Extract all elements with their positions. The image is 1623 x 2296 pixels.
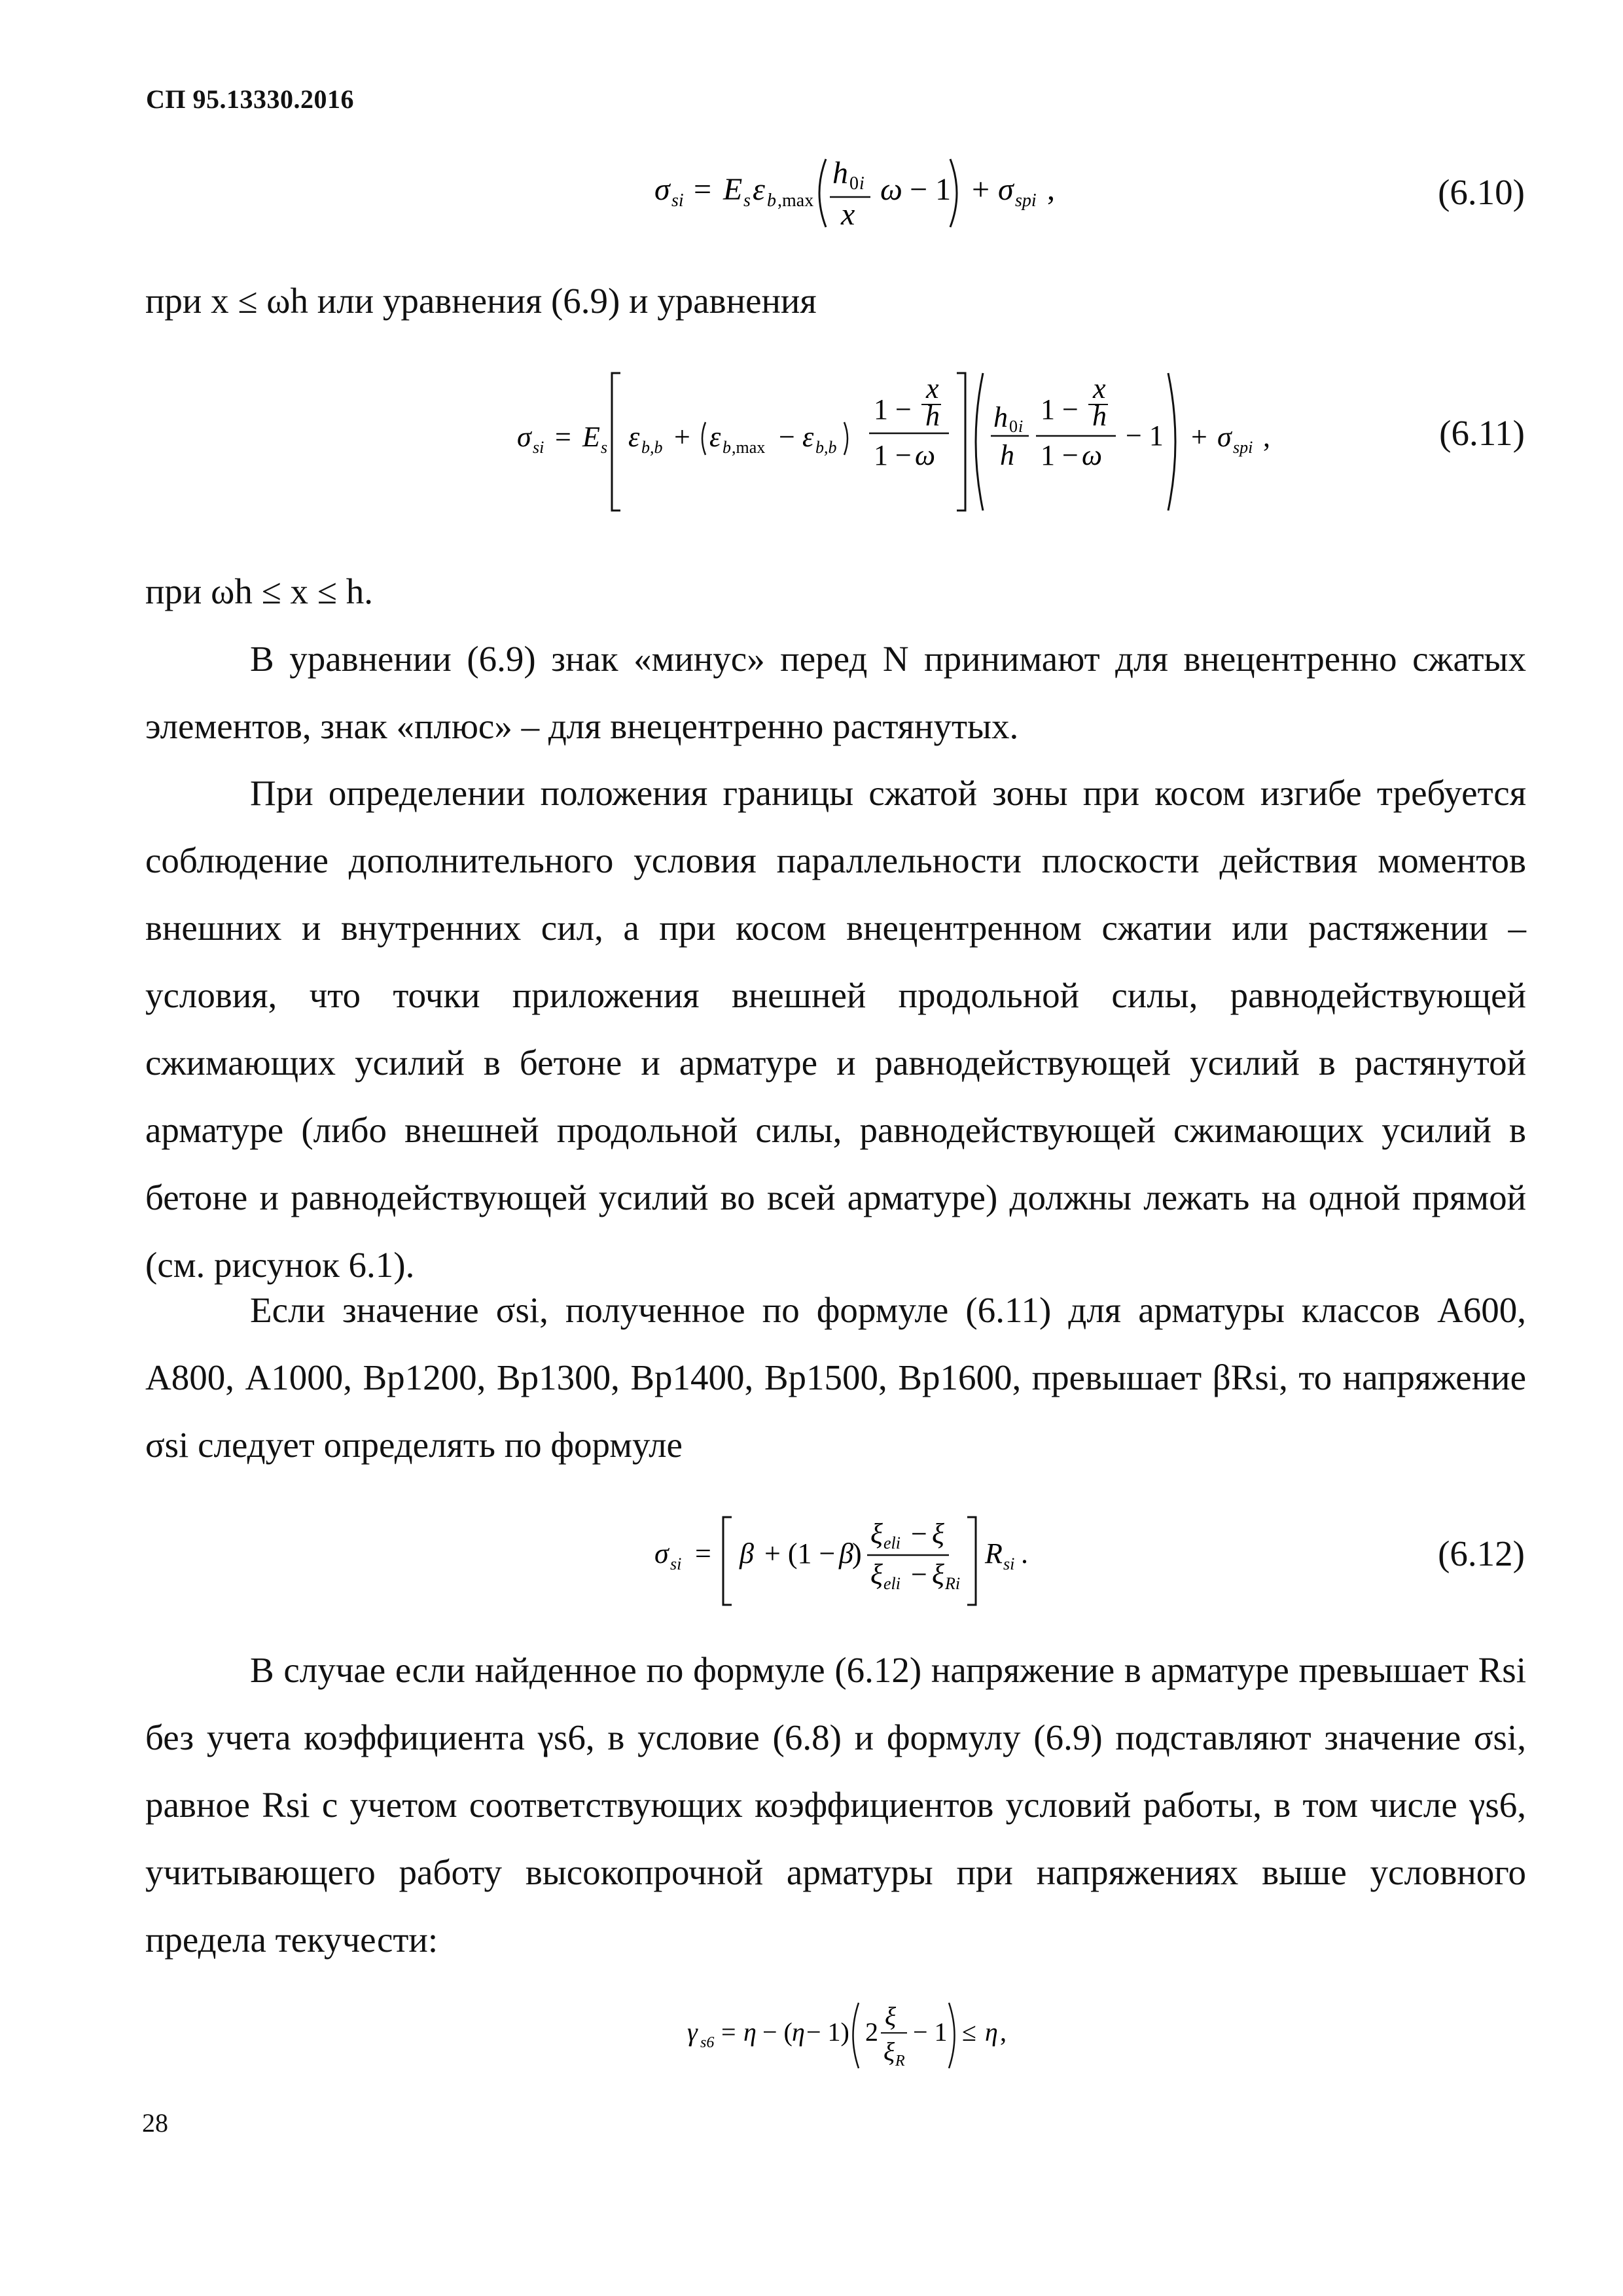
- svg-text:b,b: b,b: [641, 438, 663, 457]
- document-header: СП 95.13330.2016: [146, 84, 354, 114]
- svg-text:− 1): − 1): [806, 2017, 849, 2047]
- svg-text:b: b: [767, 190, 776, 211]
- paragraph: при ωh ≤ x ≤ h.: [145, 571, 373, 611]
- formula-6-10: [654, 147, 1126, 253]
- svg-text:spi: spi: [1233, 438, 1253, 457]
- svg-text:η: η: [792, 2017, 805, 2047]
- svg-text:η: η: [985, 2017, 998, 2047]
- page-number: 28: [142, 2108, 168, 2138]
- svg-text:−: −: [911, 1558, 927, 1590]
- paragraph: В уравнении (6.9) знак «минус» перед N принимают для внецентренно сжатых элементов, знак «плюс» – для внецентренно растянутых.: [145, 639, 1526, 746]
- svg-text:E: E: [723, 172, 743, 207]
- svg-text:γ: γ: [687, 2017, 698, 2047]
- svg-text:ω: ω: [880, 172, 902, 207]
- paragraph: При определении положения границы сжатой зоны при косом изгибе требуется соблюдение дополнительного условия параллельности плоскости действия моментов внешних и внутренних сил, а при косом внецентренном сжатии или растяжении – условия, что точки приложения внешней продольной силы, равнодействующей сжимающих усилий в бетоне и арматуре и равнодействующей усилий в растянутой арматуре (либо внешней продольной силы, равнодействующей сжимающих усилий в бетоне и равнодействующей усилий во всей арматуре) должны лежать на одной прямой (см. рисунок 6.1).: [145, 773, 1526, 1285]
- svg-text:ξ: ξ: [883, 2037, 895, 2066]
- svg-text:ε: ε: [753, 172, 765, 207]
- svg-text:eli: eli: [883, 1534, 901, 1552]
- svg-text:x: x: [1093, 372, 1106, 404]
- svg-text:,max: ,max: [777, 190, 814, 211]
- svg-text:1 −: 1 −: [874, 393, 912, 425]
- svg-text:s: s: [601, 438, 608, 457]
- svg-text:): ): [852, 1537, 862, 1570]
- svg-text:− 1: − 1: [1126, 420, 1164, 452]
- equation-number: (6.11): [1439, 413, 1525, 453]
- svg-text:−: −: [779, 421, 795, 453]
- svg-text:i: i: [1018, 417, 1024, 436]
- svg-text:σ: σ: [1217, 421, 1232, 453]
- svg-text:ξ: ξ: [885, 2001, 897, 2031]
- svg-text:,: ,: [1263, 421, 1270, 453]
- svg-text:η: η: [743, 2017, 757, 2047]
- svg-text:=: =: [555, 421, 571, 453]
- svg-text:h: h: [832, 156, 848, 190]
- svg-text:σ: σ: [998, 172, 1014, 207]
- paragraph: при x ≤ ωh или уравнения (6.9) и уравнения: [145, 281, 817, 321]
- svg-text:+: +: [674, 421, 690, 453]
- svg-text:spi: spi: [1015, 190, 1037, 211]
- svg-text:si: si: [533, 438, 544, 457]
- svg-text:b,b: b,b: [815, 438, 837, 457]
- paragraph: В случае если найденное по формуле (6.12) напряжение в арматуре превышает Rsi без учета коэффициента γs6, в условие (6.8) и формулу (6.9) подставляют значение σsi, равное Rsi с учетом соответствующих коэффициентов условий работы, в том числе γs6, учитывающего работу высокопрочной арматуры при напряжениях выше условного предела текучести:: [145, 1650, 1526, 1960]
- svg-text:≤: ≤: [962, 2017, 976, 2047]
- formula-gamma-s6: [687, 1990, 1080, 2089]
- svg-text:1 −: 1 −: [874, 439, 912, 471]
- svg-text:−: −: [911, 1518, 927, 1550]
- svg-text:=: =: [694, 172, 712, 207]
- formula-6-12: [654, 1505, 1126, 1624]
- svg-text:h: h: [925, 400, 940, 432]
- svg-text:ξ: ξ: [932, 1558, 944, 1590]
- svg-text:si: si: [671, 190, 684, 211]
- formula-6-11: [517, 367, 1368, 525]
- svg-text:σ: σ: [654, 172, 670, 207]
- svg-text:ξ: ξ: [870, 1558, 883, 1590]
- svg-text:β: β: [839, 1537, 853, 1570]
- svg-text:i: i: [859, 173, 865, 194]
- svg-text:,max: ,max: [732, 438, 766, 457]
- svg-text:s6: s6: [700, 2034, 715, 2051]
- svg-text:+: +: [1191, 421, 1207, 453]
- svg-text:R: R: [895, 2053, 905, 2070]
- svg-text:=: =: [721, 2017, 736, 2047]
- svg-text:σ: σ: [517, 421, 531, 453]
- equation-number: (6.12): [1438, 1534, 1525, 1573]
- svg-text:eli: eli: [883, 1574, 901, 1593]
- svg-text:0: 0: [849, 173, 859, 194]
- svg-text:si: si: [670, 1554, 682, 1573]
- svg-text:0: 0: [1009, 417, 1018, 436]
- svg-text:− (: − (: [762, 2017, 793, 2047]
- svg-text:− 1: − 1: [910, 172, 952, 207]
- svg-text:2: 2: [865, 2017, 878, 2047]
- svg-text:,: ,: [1047, 172, 1055, 207]
- svg-text:=: =: [695, 1537, 711, 1570]
- svg-text:R: R: [985, 1537, 1003, 1570]
- svg-text:.: .: [1021, 1537, 1028, 1570]
- svg-text:x: x: [841, 197, 855, 232]
- svg-text:x: x: [926, 372, 939, 404]
- svg-text:σ: σ: [654, 1537, 669, 1570]
- svg-text:ξ: ξ: [870, 1518, 883, 1550]
- svg-text:h: h: [993, 401, 1008, 433]
- svg-text:si: si: [1003, 1554, 1015, 1573]
- svg-text:,: ,: [1000, 2017, 1007, 2047]
- svg-text:h: h: [1092, 400, 1107, 432]
- svg-text:b: b: [722, 438, 731, 457]
- svg-text:E: E: [582, 421, 600, 453]
- svg-text:1 −: 1 −: [1041, 393, 1079, 425]
- svg-text:+ (1 −: + (1 −: [764, 1537, 836, 1570]
- svg-text:ε: ε: [709, 421, 721, 453]
- svg-text:ε: ε: [802, 421, 814, 453]
- svg-text:+: +: [972, 172, 990, 207]
- svg-text:ξ: ξ: [932, 1518, 944, 1550]
- svg-text:s: s: [743, 190, 751, 211]
- svg-text:ω: ω: [1082, 439, 1103, 471]
- equation-number: (6.10): [1438, 172, 1525, 212]
- svg-text:ω: ω: [915, 439, 936, 471]
- svg-text:h: h: [1000, 439, 1014, 471]
- svg-text:Ri: Ri: [945, 1574, 961, 1593]
- svg-text:1 −: 1 −: [1041, 439, 1079, 471]
- paragraph: Если значение σsi, полученное по формуле (6.11) для арматуры классов А600, А800, А1000, Вр1200, Вр1300, Вр1400, Вр1500, Вр1600, превышает βRsi, то напряжение σsi следует определять по формуле: [145, 1290, 1526, 1465]
- svg-text:ε: ε: [628, 421, 640, 453]
- svg-text:β: β: [740, 1537, 754, 1570]
- svg-text:− 1: − 1: [913, 2017, 948, 2047]
